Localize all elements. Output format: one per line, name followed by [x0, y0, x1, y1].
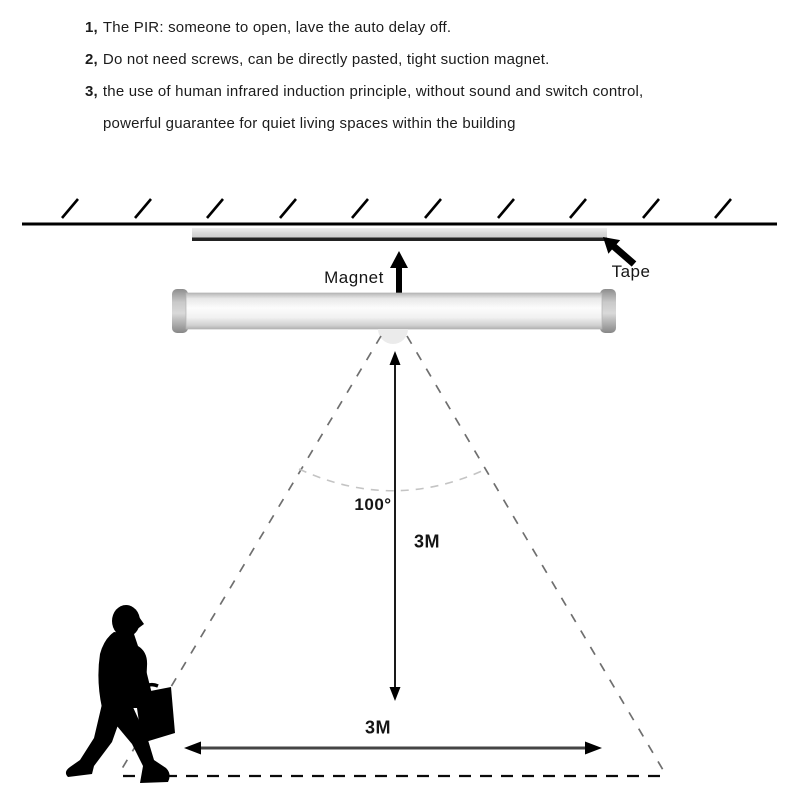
instruction-text: The PIR: someone to open, lave the auto delay off. — [102, 19, 452, 36]
instruction-number: 3, — [85, 83, 98, 100]
instruction-line-4 — [85, 114, 725, 146]
instruction-line-2 — [85, 50, 725, 82]
instruction-number: 1, — [85, 19, 98, 36]
person-silhouette — [66, 605, 175, 783]
light-bar-right-cap — [600, 289, 616, 333]
coverage-width-label: 3M — [364, 717, 392, 738]
instruction-line-1 — [85, 18, 725, 50]
pir-sensor-dome — [378, 329, 408, 344]
magnet-label: Magnet — [324, 268, 384, 287]
magnet-arrow-icon — [390, 251, 408, 297]
mount-height-label: 3M — [413, 531, 441, 552]
light-bar-left-cap — [172, 289, 188, 333]
instruction-number: 2, — [85, 51, 98, 68]
detection-angle-label: 100° — [354, 495, 392, 514]
width-arrow-icon — [184, 742, 602, 755]
person-face — [136, 614, 144, 630]
tape-strip — [192, 228, 607, 241]
detection-cone-right-line — [407, 336, 666, 775]
instructions-block — [85, 18, 725, 146]
height-arrow-icon — [390, 351, 401, 701]
angle-arc — [299, 469, 484, 491]
tape-label: Tape — [611, 262, 651, 281]
instruction-line-3 — [85, 82, 725, 114]
instruction-text: powerful guarantee for quiet living spaces within the building — [103, 115, 516, 132]
light-bar — [172, 289, 616, 344]
instruction-text: the use of human infrared induction principle, without sound and switch control, — [102, 83, 644, 100]
ceiling-hatch-marks — [62, 199, 731, 218]
light-bar-body — [186, 293, 602, 329]
instruction-text: Do not need screws, can be directly pasted, tight suction magnet. — [102, 51, 550, 68]
person-head — [112, 605, 140, 637]
